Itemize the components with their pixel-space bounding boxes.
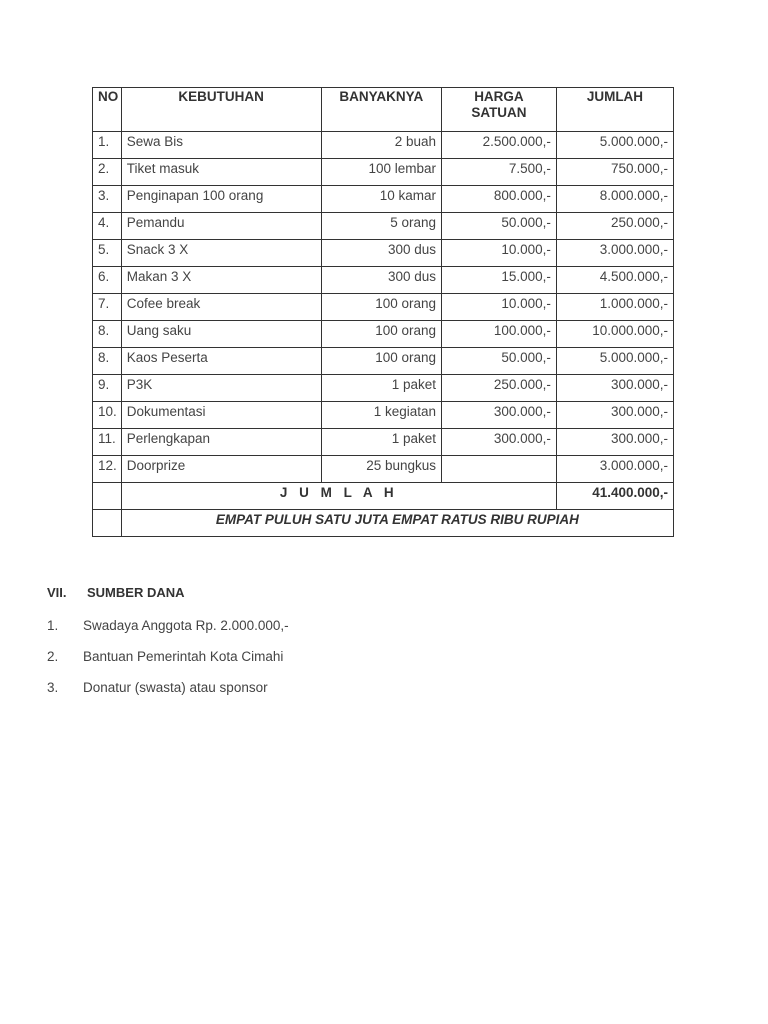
table-header-row [93, 88, 674, 132]
cell-no: 12. [93, 456, 122, 483]
cell-banyaknya: 1 paket [321, 375, 441, 402]
cell-no: 8. [93, 321, 122, 348]
table-row [93, 348, 674, 375]
header-harga-line2: SATUAN [471, 105, 527, 120]
header-harga-satuan [442, 88, 557, 132]
cell-kebutuhan: Perlengkapan [121, 429, 321, 456]
cell-banyaknya: 100 orang [321, 348, 441, 375]
cell-harga-satuan [442, 456, 557, 483]
cell-kebutuhan: Tiket masuk [121, 159, 321, 186]
cell-no: 4. [93, 213, 122, 240]
cell-banyaknya: 100 lembar [321, 159, 441, 186]
cell-banyaknya: 5 orang [321, 213, 441, 240]
cell-no: 5. [93, 240, 122, 267]
total-in-words: EMPAT PULUH SATU JUTA EMPAT RATUS RIBU RUPIAH [121, 510, 673, 537]
table-row [93, 375, 674, 402]
cell-harga-satuan: 800.000,- [442, 186, 557, 213]
cell-banyaknya: 1 paket [321, 429, 441, 456]
table-row [93, 429, 674, 456]
cell-no: 6. [93, 267, 122, 294]
list-item [47, 679, 289, 710]
cell-kebutuhan: Dokumentasi [121, 402, 321, 429]
cell-harga-satuan: 300.000,- [442, 402, 557, 429]
cell-banyaknya: 1 kegiatan [321, 402, 441, 429]
cell-no: 7. [93, 294, 122, 321]
table-row [93, 456, 674, 483]
cell-jumlah: 8.000.000,- [556, 186, 673, 213]
cell-jumlah: 300.000,- [556, 375, 673, 402]
cell-no: 1. [93, 132, 122, 159]
total-row [93, 483, 674, 510]
cell-jumlah: 3.000.000,- [556, 240, 673, 267]
cell-jumlah: 4.500.000,- [556, 267, 673, 294]
section-number: VII. [47, 585, 67, 600]
list-item-text: Swadaya Anggota Rp. 2.000.000,- [83, 618, 289, 633]
cell-kebutuhan: P3K [121, 375, 321, 402]
cell-jumlah: 3.000.000,- [556, 456, 673, 483]
cell-harga-satuan: 50.000,- [442, 348, 557, 375]
cell-jumlah: 300.000,- [556, 402, 673, 429]
section-heading [47, 585, 185, 600]
table-row [93, 267, 674, 294]
section-title: SUMBER DANA [87, 585, 185, 600]
list-item [47, 617, 289, 648]
cell-jumlah: 250.000,- [556, 213, 673, 240]
cell-kebutuhan: Penginapan 100 orang [121, 186, 321, 213]
cell-kebutuhan: Makan 3 X [121, 267, 321, 294]
cell-no: 9. [93, 375, 122, 402]
budget-table [92, 87, 674, 537]
cell-kebutuhan: Cofee break [121, 294, 321, 321]
cell-jumlah: 10.000.000,- [556, 321, 673, 348]
table-row [93, 240, 674, 267]
table-row [93, 402, 674, 429]
cell-kebutuhan: Kaos Peserta [121, 348, 321, 375]
cell-banyaknya: 100 orang [321, 294, 441, 321]
cell-banyaknya: 10 kamar [321, 186, 441, 213]
list-item-text: Bantuan Pemerintah Kota Cimahi [83, 649, 284, 664]
cell-no: 3. [93, 186, 122, 213]
cell-kebutuhan: Snack 3 X [121, 240, 321, 267]
cell-jumlah: 5.000.000,- [556, 348, 673, 375]
table-row [93, 213, 674, 240]
header-kebutuhan: KEBUTUHAN [121, 88, 321, 132]
list-item-number: 1. [47, 618, 59, 633]
cell-kebutuhan: Uang saku [121, 321, 321, 348]
cell-harga-satuan: 50.000,- [442, 213, 557, 240]
cell-banyaknya: 300 dus [321, 240, 441, 267]
total-words-row [93, 510, 674, 537]
cell-harga-satuan: 2.500.000,- [442, 132, 557, 159]
total-empty-cell [93, 483, 122, 510]
table-row [93, 321, 674, 348]
list-item-text: Donatur (swasta) atau sponsor [83, 680, 268, 695]
cell-kebutuhan: Sewa Bis [121, 132, 321, 159]
cell-jumlah: 750.000,- [556, 159, 673, 186]
total-label: J U M L A H [121, 483, 556, 510]
header-banyaknya: BANYAKNYA [321, 88, 441, 132]
cell-jumlah: 1.000.000,- [556, 294, 673, 321]
cell-harga-satuan: 10.000,- [442, 240, 557, 267]
cell-jumlah: 5.000.000,- [556, 132, 673, 159]
header-jumlah: JUMLAH [556, 88, 673, 132]
header-no: NO [93, 88, 122, 132]
cell-no: 8. [93, 348, 122, 375]
table-row [93, 159, 674, 186]
cell-banyaknya: 25 bungkus [321, 456, 441, 483]
words-empty-cell [93, 510, 122, 537]
cell-harga-satuan: 7.500,- [442, 159, 557, 186]
cell-kebutuhan: Doorprize [121, 456, 321, 483]
list-item-number: 2. [47, 649, 59, 664]
cell-banyaknya: 2 buah [321, 132, 441, 159]
cell-harga-satuan: 250.000,- [442, 375, 557, 402]
total-value: 41.400.000,- [556, 483, 673, 510]
cell-harga-satuan: 10.000,- [442, 294, 557, 321]
table-row [93, 186, 674, 213]
cell-no: 10. [93, 402, 122, 429]
cell-banyaknya: 100 orang [321, 321, 441, 348]
cell-banyaknya: 300 dus [321, 267, 441, 294]
cell-no: 2. [93, 159, 122, 186]
header-harga-line1: HARGA [474, 89, 524, 104]
cell-harga-satuan: 300.000,- [442, 429, 557, 456]
cell-kebutuhan: Pemandu [121, 213, 321, 240]
cell-jumlah: 300.000,- [556, 429, 673, 456]
list-item [47, 648, 289, 679]
funding-sources-list [47, 617, 289, 710]
cell-harga-satuan: 100.000,- [442, 321, 557, 348]
list-item-number: 3. [47, 680, 59, 695]
table-row [93, 132, 674, 159]
cell-harga-satuan: 15.000,- [442, 267, 557, 294]
cell-no: 11. [93, 429, 122, 456]
table-row [93, 294, 674, 321]
